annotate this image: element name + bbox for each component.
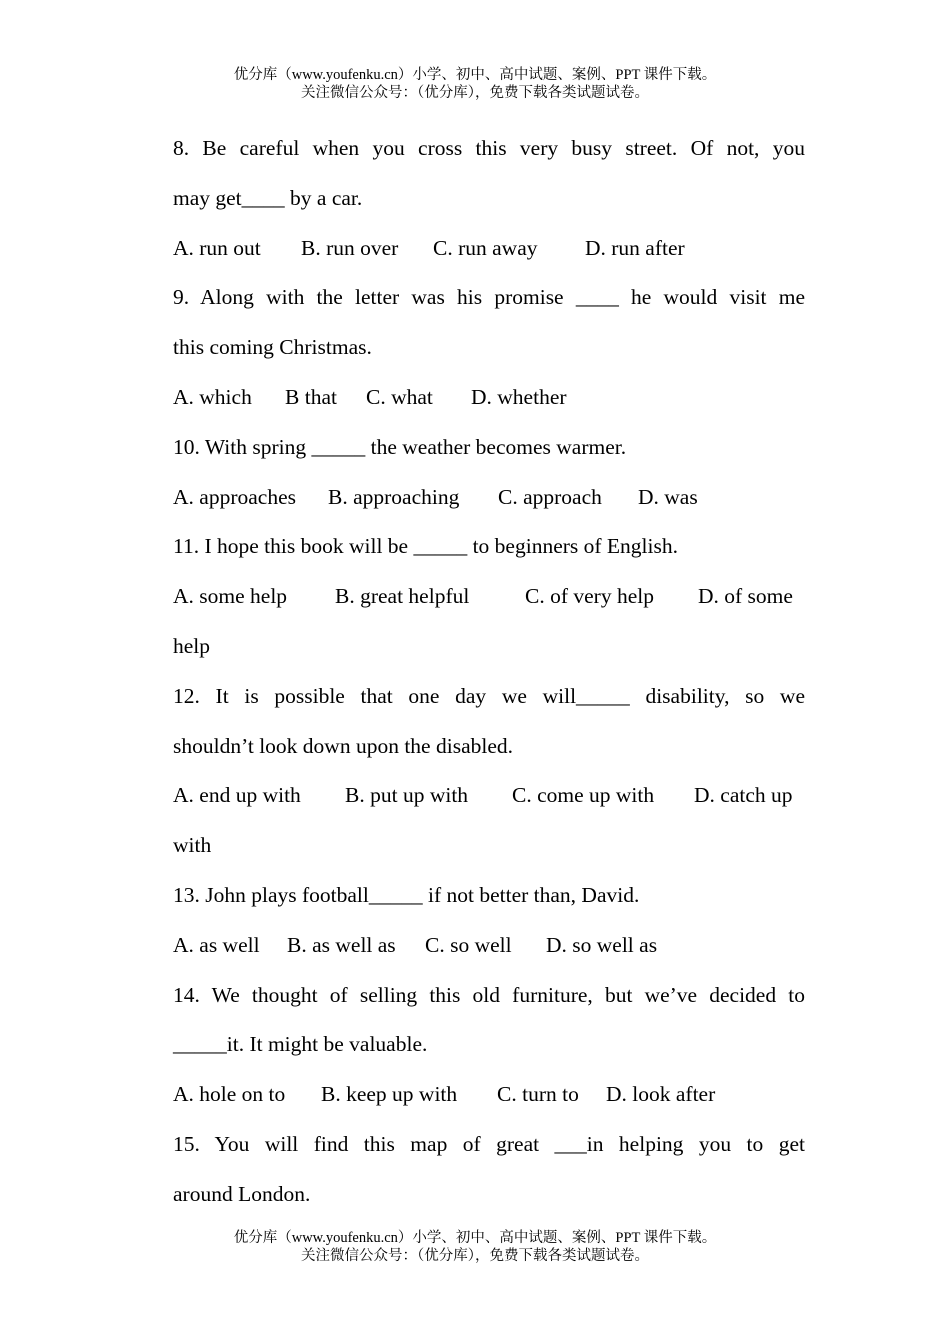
question-12-stem-line-1: 12. It is possible that one day we will_____ disability, so we — [173, 683, 805, 708]
question-8-stem-line-1: 8. Be careful when you cross this very busy street. Of not, you — [173, 136, 805, 160]
option-b: B. run over — [301, 235, 399, 260]
question-9-stem-line-2: this coming Christmas. — [173, 335, 372, 360]
option-c: C. what — [366, 384, 433, 409]
option-a: A. approaches — [173, 484, 296, 509]
option-c: C. of very help — [525, 584, 654, 609]
header-line-1: 优分库（www.youfenku.cn）小学、初中、高中试题、案例、PPT 课件下载。 — [233, 67, 717, 83]
question-11-stem-line-1: 11. I hope this book will be _____ to beginners of English. — [173, 534, 678, 559]
option-a: A. which — [173, 384, 252, 409]
question-13-options — [173, 921, 805, 971]
question-9-options — [173, 373, 805, 423]
page-header — [0, 66, 950, 102]
option-d: D. run after — [585, 235, 685, 260]
option-b: B. approaching — [328, 484, 460, 509]
option-c: C. run away — [433, 235, 538, 260]
option-a: A. some help — [173, 584, 288, 609]
option-c: C. approach — [498, 484, 602, 509]
option-c: C. so well — [425, 932, 512, 957]
question-15-stem-line-2: around London. — [173, 1181, 311, 1206]
page-footer — [0, 1229, 950, 1265]
header-line-2: 关注微信公众号：（优分库），免费下载各类试题试卷。 — [301, 85, 649, 101]
question-list — [173, 124, 805, 1220]
question-10-stem-line-1: 10. With spring _____ the weather becomes warmer. — [173, 434, 627, 459]
question-15-stem-line-1: 15. You will find this map of great ___in helping you to get — [173, 1131, 805, 1156]
option-b: B that — [285, 384, 337, 409]
option-a: A. hole on to — [173, 1082, 286, 1107]
option-d: D. catch up — [694, 783, 793, 808]
option-c: C. turn to — [497, 1082, 579, 1107]
question-14-stem-line-1: 14. We thought of selling this old furniture, but we’ve decided to — [173, 982, 805, 1007]
option-b: B. keep up with — [321, 1082, 458, 1107]
option-d: D. was — [638, 484, 698, 509]
footer-line-1: 优分库（www.youfenku.cn）小学、初中、高中试题、案例、PPT 课件下载。 — [233, 1230, 717, 1246]
option-d: D. so well as — [546, 932, 658, 957]
question-10-options — [173, 473, 805, 523]
question-9-stem-line-1: 9. Along with the letter was his promise ____ he would visit me — [173, 285, 805, 310]
option-d: D. of some — [698, 584, 793, 609]
question-12-options-continued: with — [173, 833, 212, 858]
option-d: D. whether — [471, 384, 567, 409]
option-b: B. as well as — [287, 932, 396, 957]
option-b: B. put up with — [345, 783, 469, 808]
question-13-stem-line-1: 13. John plays football_____ if not better than, David. — [173, 882, 640, 907]
question-11-options-continued: help — [173, 633, 211, 658]
question-12-stem-line-2: shouldn’t look down upon the disabled. — [173, 733, 514, 758]
question-8-stem-line-2: may get____ by a car. — [173, 185, 363, 210]
question-11-options — [173, 572, 805, 622]
option-b: B. great helpful — [335, 584, 470, 609]
footer-line-2: 关注微信公众号：（优分库），免费下载各类试题试卷。 — [301, 1248, 649, 1264]
question-8-options — [173, 224, 805, 274]
question-12-options — [173, 771, 805, 821]
option-a: A. end up with — [173, 783, 301, 808]
option-a: A. run out — [173, 235, 261, 260]
option-a: A. as well — [173, 932, 260, 957]
question-14-stem-line-2: _____it. It might be valuable. — [173, 1032, 428, 1057]
option-c: C. come up with — [512, 783, 655, 808]
question-14-options — [173, 1070, 805, 1120]
option-d: D. look after — [606, 1082, 716, 1107]
